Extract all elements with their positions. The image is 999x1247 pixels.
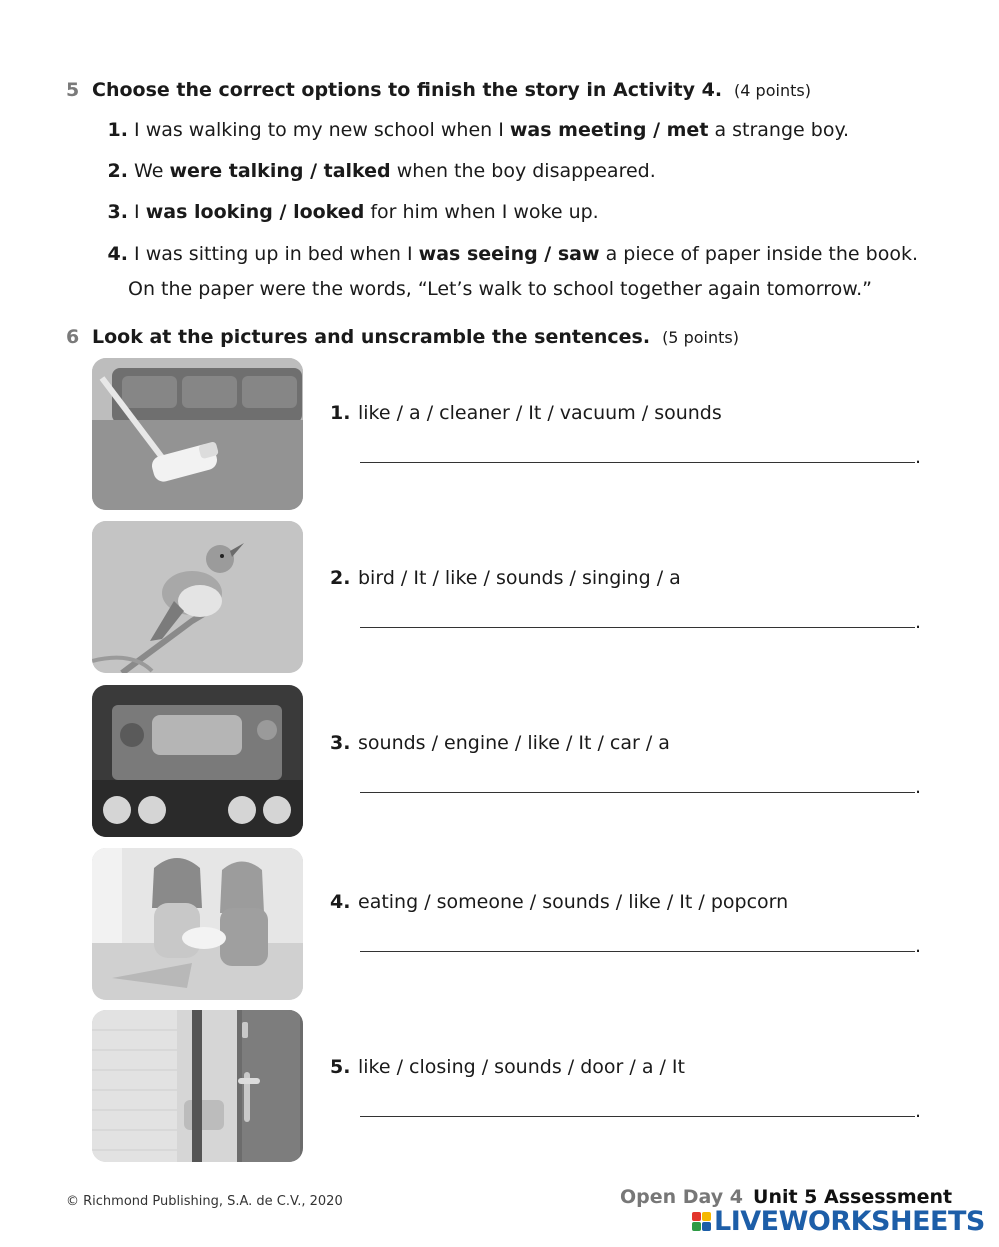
item-text: [128, 113, 849, 148]
item-text: [128, 154, 656, 189]
choice-options[interactable]: was seeing / saw: [418, 243, 600, 265]
logo-grid-icon: [692, 1212, 711, 1231]
logo-text: LIVEWORKSHEETS: [714, 1205, 985, 1237]
section-title: Look at the pictures and unscramble the sentences.: [92, 326, 651, 348]
vacuum-cleaner-photo: [92, 358, 303, 510]
scrambled-words: like / a / cleaner / It / vacuum / sounds: [358, 402, 722, 424]
section-5-heading: [66, 79, 811, 101]
item-text-pre: I: [134, 201, 146, 223]
liveworksheets-logo[interactable]: [692, 1206, 985, 1236]
unscramble-prompt: [330, 891, 788, 913]
logo-square: [692, 1222, 701, 1231]
unscramble-prompt: [330, 402, 722, 424]
copyright-notice: © Richmond Publishing, S.A. de C.V., 2020: [66, 1194, 343, 1209]
item-number: 4.: [107, 243, 128, 265]
logo-square: [692, 1212, 701, 1221]
girls-eating-popcorn-photo: [92, 848, 303, 1000]
unscramble-prompt: [330, 732, 670, 754]
item-text-pre: We: [134, 160, 170, 182]
prompt-number: 4.: [330, 891, 351, 913]
item-number: 2.: [107, 160, 128, 182]
item-number: 3.: [107, 201, 128, 223]
section-6-heading: [66, 326, 739, 348]
unscramble-prompt: [330, 567, 681, 589]
answer-line[interactable]: [360, 1116, 915, 1117]
item-text-post: a strange boy.: [708, 119, 850, 141]
item-text-pre: I was walking to my new school when I: [134, 119, 510, 141]
section-number: 5: [66, 79, 80, 101]
item-text-post: for him when I woke up.: [364, 201, 599, 223]
story-item: [98, 113, 849, 148]
story-item: [98, 154, 656, 189]
item-text-post: a piece of paper inside the book.: [599, 243, 918, 265]
story-item: [98, 195, 599, 230]
answer-end: .: [915, 611, 922, 633]
prompt-number: 2.: [330, 567, 351, 589]
item-text-post: when the boy disappeared.: [390, 160, 656, 182]
story-continuation: On the paper were the words, “Let’s walk to school together again tomorrow.”: [128, 278, 872, 300]
story-item: [98, 237, 918, 272]
answer-line[interactable]: [360, 951, 915, 952]
scrambled-words: eating / someone / sounds / like / It / popcorn: [358, 891, 789, 913]
logo-square: [702, 1212, 711, 1221]
answer-end: .: [915, 446, 922, 468]
prompt-number: 1.: [330, 402, 351, 424]
answer-end: .: [915, 776, 922, 798]
section-number: 6: [66, 326, 80, 348]
section-points: (5 points): [662, 328, 739, 347]
choice-options[interactable]: were talking / talked: [169, 160, 391, 182]
closing-door-photo: [92, 1010, 303, 1162]
item-text: [128, 237, 918, 272]
choice-options[interactable]: was looking / looked: [145, 201, 365, 223]
answer-line[interactable]: [360, 627, 915, 628]
unit-assessment-label: Unit 5 Assessment: [753, 1186, 953, 1208]
section-points: (4 points): [734, 81, 811, 100]
choice-options[interactable]: was meeting / met: [509, 119, 709, 141]
section-title: Choose the correct options to finish the story in Activity 4.: [92, 79, 723, 101]
unscramble-prompt: [330, 1056, 685, 1078]
item-number: 1.: [107, 119, 128, 141]
scrambled-words: bird / It / like / sounds / singing / a: [358, 567, 681, 589]
singing-bird-photo: [92, 521, 303, 673]
prompt-number: 3.: [330, 732, 351, 754]
answer-line[interactable]: [360, 462, 915, 463]
logo-square: [702, 1222, 711, 1231]
answer-line[interactable]: [360, 792, 915, 793]
item-text: [128, 195, 599, 230]
item-text-pre: I was sitting up in bed when I: [134, 243, 419, 265]
scrambled-words: like / closing / sounds / door / a / It: [358, 1056, 685, 1078]
open-day-label: Open Day 4: [620, 1186, 744, 1208]
car-engine-photo: [92, 685, 303, 837]
prompt-number: 5.: [330, 1056, 351, 1078]
scrambled-words: sounds / engine / like / It / car / a: [358, 732, 670, 754]
answer-end: .: [915, 935, 922, 957]
answer-end: .: [915, 1100, 922, 1122]
